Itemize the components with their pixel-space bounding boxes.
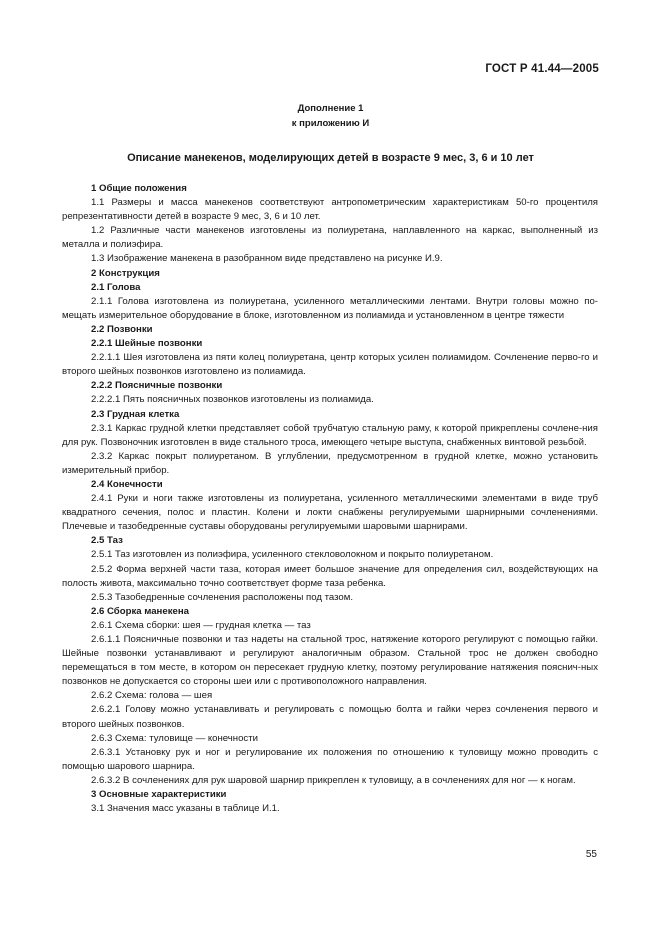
paragraph: 1.1 Размеры и масса манекенов соответствуют антропометрическим характеристикам 50-го процентиля репрезентативности детей в возрасте 9 мес, 3, 6 и 10 лет. (62, 197, 598, 223)
section-heading: 2.4 Конечности (91, 478, 163, 490)
section-heading: 2.6 Сборка манекена (91, 605, 189, 617)
paragraph: 2.4.1 Руки и ноги также изготовлены из полиуретана, усиленного металлическими элементами в виде труб квадратного сечения, полос и пластин. Колени и локти снабжены регулируемыми шарнирными сочленениями. Плечевые и тазобедренные суставы оборудованы регулируемыми шаровыми шарнирами. (62, 493, 598, 533)
paragraph: 2.2.2.1 Пять поясничных позвонков изготовлены из полиамида. (91, 394, 374, 406)
addendum-title: Дополнение 1 (297, 103, 364, 114)
paragraph: 2.5.1 Таз изготовлен из полиэфира, усиленного стекловолокном и покрыто полиуретаном. (91, 549, 494, 561)
page-number: 55 (585, 849, 597, 860)
paragraph: 2.6.1 Схема сборки: шея — грудная клетка — таз (91, 619, 311, 631)
section-heading: 2.1 Голова (91, 281, 141, 293)
paragraph: 2.6.3.1 Установку рук и ног и регулирование их положения по отношению к туловищу можно проводить с помощью шарового шарнира. (62, 746, 598, 772)
section-heading: 2.2.1 Шейные позвонки (91, 338, 203, 350)
section-heading: 2 Конструкция (91, 267, 160, 279)
addendum-subtitle: к приложению И (291, 118, 370, 129)
paragraph: 2.3.2 Каркас покрыт полиуретаном. В углублении, предусмотренном в грудной клетке, можно установить измерительный прибор. (62, 450, 598, 476)
paragraph: 2.2.1.1 Шея изготовлена из пяти колец полиуретана, центр которых усилен полиамидом. Сочленение перво-го и второго шейных позвонков изготовлено из полиамида. (62, 352, 598, 378)
paragraph: 2.1.1 Голова изготовлена из полиуретана, усиленного металлическими лентами. Внутри головы можно по-мещать измерительное оборудование в блоке, изготовленном из полиамида и установленном в центре тяжести (62, 295, 598, 321)
section-heading: 2.2 Позвонки (91, 323, 153, 335)
section-heading: 2.2.2 Поясничные позвонки (91, 380, 223, 392)
standard-code: ГОСТ Р 41.44—2005 (485, 63, 599, 75)
paragraph: 2.3.1 Каркас грудной клетки представляет собой трубчатую стальную раму, к которой прикреплены сочлене-ния для рук. Позвоночник изготовлен в виде стального троса, имеющего четыре выступа, снабженных винтовой резьбой. (62, 422, 598, 448)
paragraph: 1.2 Различные части манекенов изготовлены из полиуретана, наплавленного на каркас, выполненный из металла и полиэфира. (62, 225, 598, 251)
paragraph: 2.6.1.1 Поясничные позвонки и таз надеты на стальной трос, натяжение которого регулируют с помощью гайки. Шейные позвонки устанавливают и регулируют аналогичным образом. Стальной трос не должен свободно перемещаться в том месте, в котором он пересекает грудную клетку, поэтому регулирование натяжения пояснич-ных позвонков не допускается со стороны шеи или с противоположного направления. (62, 634, 598, 688)
document-title: Описание манекенов, моделирующих детей в возрасте 9 мес, 3, 6 и 10 лет (127, 152, 534, 164)
paragraph: 2.6.2.1 Голову можно устанавливать и регулировать с помощью болта и гайки через сочленения первого и второго шейных позвонков. (62, 704, 598, 730)
addendum-heading (0, 101, 661, 131)
paragraph: 3.1 Значения масс указаны в таблице И.1. (91, 803, 280, 815)
paragraph: 2.6.3.2 В сочленениях для рук шаровой шарнир прикреплен к туловищу, а в сочленениях для ног — к ногам. (91, 774, 576, 786)
section-heading: 1 Общие положения (91, 183, 187, 194)
section-heading: 2.5 Таз (91, 535, 123, 547)
paragraph: 2.5.3 Тазобедренные сочленения расположены под тазом. (91, 591, 353, 603)
section-heading: 3 Основные характеристики (91, 789, 227, 801)
paragraph: 1.3 Изображение манекена в разобранном виде представлено на рисунке И.9. (91, 253, 443, 265)
paragraph: 2.6.3 Схема: туловище — конечности (91, 732, 258, 744)
section-heading: 2.3 Грудная клетка (91, 408, 180, 420)
document-body (62, 182, 598, 816)
paragraph: 2.5.2 Форма верхней части таза, которая имеет большое значение для определения сил, воздействующих на полость живота, максимально точно соответствует форме таза ребенка. (62, 563, 598, 589)
paragraph: 2.6.2 Схема: голова — шея (91, 690, 213, 702)
